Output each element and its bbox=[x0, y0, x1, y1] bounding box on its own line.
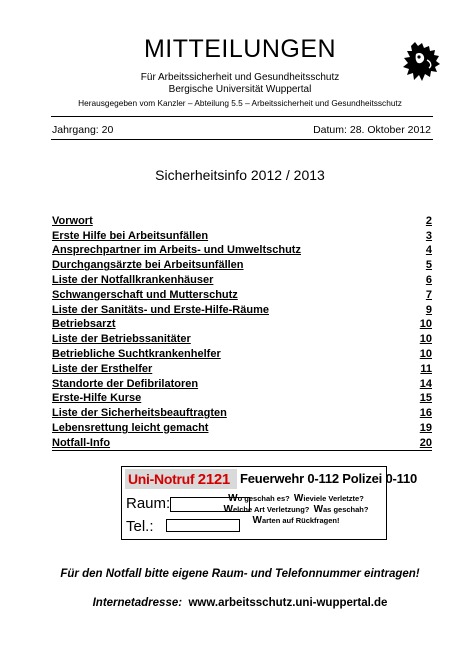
toc-item-label[interactable]: Liste der Betriebssanitäter bbox=[52, 333, 191, 346]
toc-item-page: 4 bbox=[425, 244, 432, 257]
toc-item-label[interactable]: Erste-Hilfe Kurse bbox=[52, 392, 142, 405]
newsletter-title: MITTEILUNGEN bbox=[143, 35, 337, 63]
toc-item-label[interactable]: Durchgangsärzte bei Arbeitsunfällen bbox=[52, 259, 244, 272]
toc-item-page: 7 bbox=[425, 288, 432, 301]
lion-crest-icon bbox=[401, 40, 443, 84]
toc-item-label[interactable]: Liste der Sicherheitsbeauftragten bbox=[52, 407, 227, 420]
volume-label: Jahrgang: 20 bbox=[52, 124, 114, 136]
toc-item-page: 10 bbox=[419, 347, 432, 360]
toc-item[interactable] bbox=[52, 257, 432, 272]
toc-item[interactable] bbox=[52, 317, 432, 332]
toc-item-page: 14 bbox=[419, 377, 432, 390]
page-heading: Sicherheitsinfo 2012 / 2013 bbox=[155, 167, 325, 183]
toc-item-label[interactable]: Standorte der Defibrilatoren bbox=[52, 377, 199, 390]
toc-item[interactable] bbox=[52, 346, 432, 361]
toc-item-label[interactable]: Liste der Notfallkrankenhäuser bbox=[52, 273, 214, 286]
date-label: Datum: 28. Oktober 2012 bbox=[313, 124, 431, 136]
toc-item-page: 19 bbox=[419, 421, 432, 434]
emergency-info-card bbox=[121, 466, 418, 540]
subtitle-university: Bergische Universität Wuppertal bbox=[168, 84, 312, 95]
toc-item-page: 20 bbox=[419, 436, 432, 449]
toc-item-page: 6 bbox=[425, 273, 432, 286]
toc-item-label[interactable]: Liste der Sanitäts- und Erste-Hilfe-Räume bbox=[52, 303, 269, 316]
subtitle-publisher: Herausgegeben vom Kanzler – Abteilung 5.5 – Arbeitssicherheit und Gesundheitsschutz bbox=[78, 98, 402, 108]
subtitle-topic: Für Arbeitssicherheit und Gesundheitsschutz bbox=[140, 72, 340, 83]
toc-item[interactable] bbox=[52, 376, 432, 391]
emergency-note: Für den Notfall bitte eigene Raum- und Telefonnummer eintragen! bbox=[60, 568, 420, 580]
toc-item[interactable] bbox=[52, 420, 432, 435]
header-divider-bottom bbox=[51, 139, 433, 140]
toc-item-page: 5 bbox=[425, 259, 432, 272]
toc-item-page: 10 bbox=[419, 333, 432, 346]
toc-item-label[interactable]: Vorwort bbox=[52, 214, 93, 227]
website-label: Internetadresse: bbox=[92, 597, 183, 609]
fire-police-numbers: Feuerwehr 0-112 Polizei 0-110 bbox=[240, 471, 418, 486]
toc-item-page: 10 bbox=[419, 318, 432, 331]
toc-item[interactable] bbox=[52, 391, 432, 406]
toc-item[interactable] bbox=[52, 213, 432, 228]
toc-item-label[interactable]: Liste der Ersthelfer bbox=[52, 362, 153, 375]
toc-item-page: 9 bbox=[425, 303, 432, 316]
table-of-contents bbox=[52, 213, 432, 451]
toc-item[interactable] bbox=[52, 228, 432, 243]
toc-item[interactable] bbox=[52, 361, 432, 376]
header-divider-top bbox=[51, 116, 433, 117]
toc-item-label[interactable]: Schwangerschaft und Mutterschutz bbox=[52, 288, 238, 301]
toc-item-label[interactable]: Ansprechpartner im Arbeits- und Umweltschutz bbox=[52, 244, 301, 257]
toc-item-label[interactable]: Erste Hilfe bei Arbeitsunfällen bbox=[52, 229, 209, 242]
uni-emergency-label: Uni-Notruf bbox=[128, 471, 195, 487]
toc-item[interactable] bbox=[52, 272, 432, 287]
uni-emergency-number bbox=[125, 469, 237, 489]
phone-label: Tel.: bbox=[126, 518, 154, 535]
toc-item[interactable] bbox=[52, 331, 432, 346]
toc-item-label[interactable]: Lebensrettung leicht gemacht bbox=[52, 421, 209, 434]
toc-item[interactable] bbox=[52, 302, 432, 317]
toc-item[interactable] bbox=[52, 435, 432, 451]
toc-item-label[interactable]: Betriebliche Suchtkrankenhelfer bbox=[52, 347, 221, 360]
question-line-2: Welche Art Verletzung? Was geschah? bbox=[223, 504, 369, 515]
website-url[interactable]: www.arbeitsschutz.uni-wuppertal.de bbox=[188, 597, 388, 609]
toc-item-page: 15 bbox=[419, 392, 432, 405]
toc-item-page: 11 bbox=[420, 362, 432, 375]
question-line-3: Warten auf Rückfragen! bbox=[252, 515, 340, 526]
toc-item[interactable] bbox=[52, 287, 432, 302]
toc-item-label[interactable]: Notfall-Info bbox=[52, 436, 111, 449]
toc-item-label[interactable]: Betriebsarzt bbox=[52, 318, 116, 331]
toc-item-page: 2 bbox=[425, 214, 432, 227]
toc-item-page: 16 bbox=[419, 407, 432, 420]
website-line bbox=[20, 596, 460, 610]
toc-item-page: 3 bbox=[425, 229, 432, 242]
toc-item[interactable] bbox=[52, 405, 432, 420]
question-line-1: Wo geschah es? Wieviele Verletzte? bbox=[228, 493, 364, 504]
uni-emergency-digits: 2121 bbox=[197, 471, 230, 488]
emergency-questions bbox=[206, 493, 386, 526]
toc-item[interactable] bbox=[52, 243, 432, 258]
room-label: Raum: bbox=[126, 495, 171, 512]
